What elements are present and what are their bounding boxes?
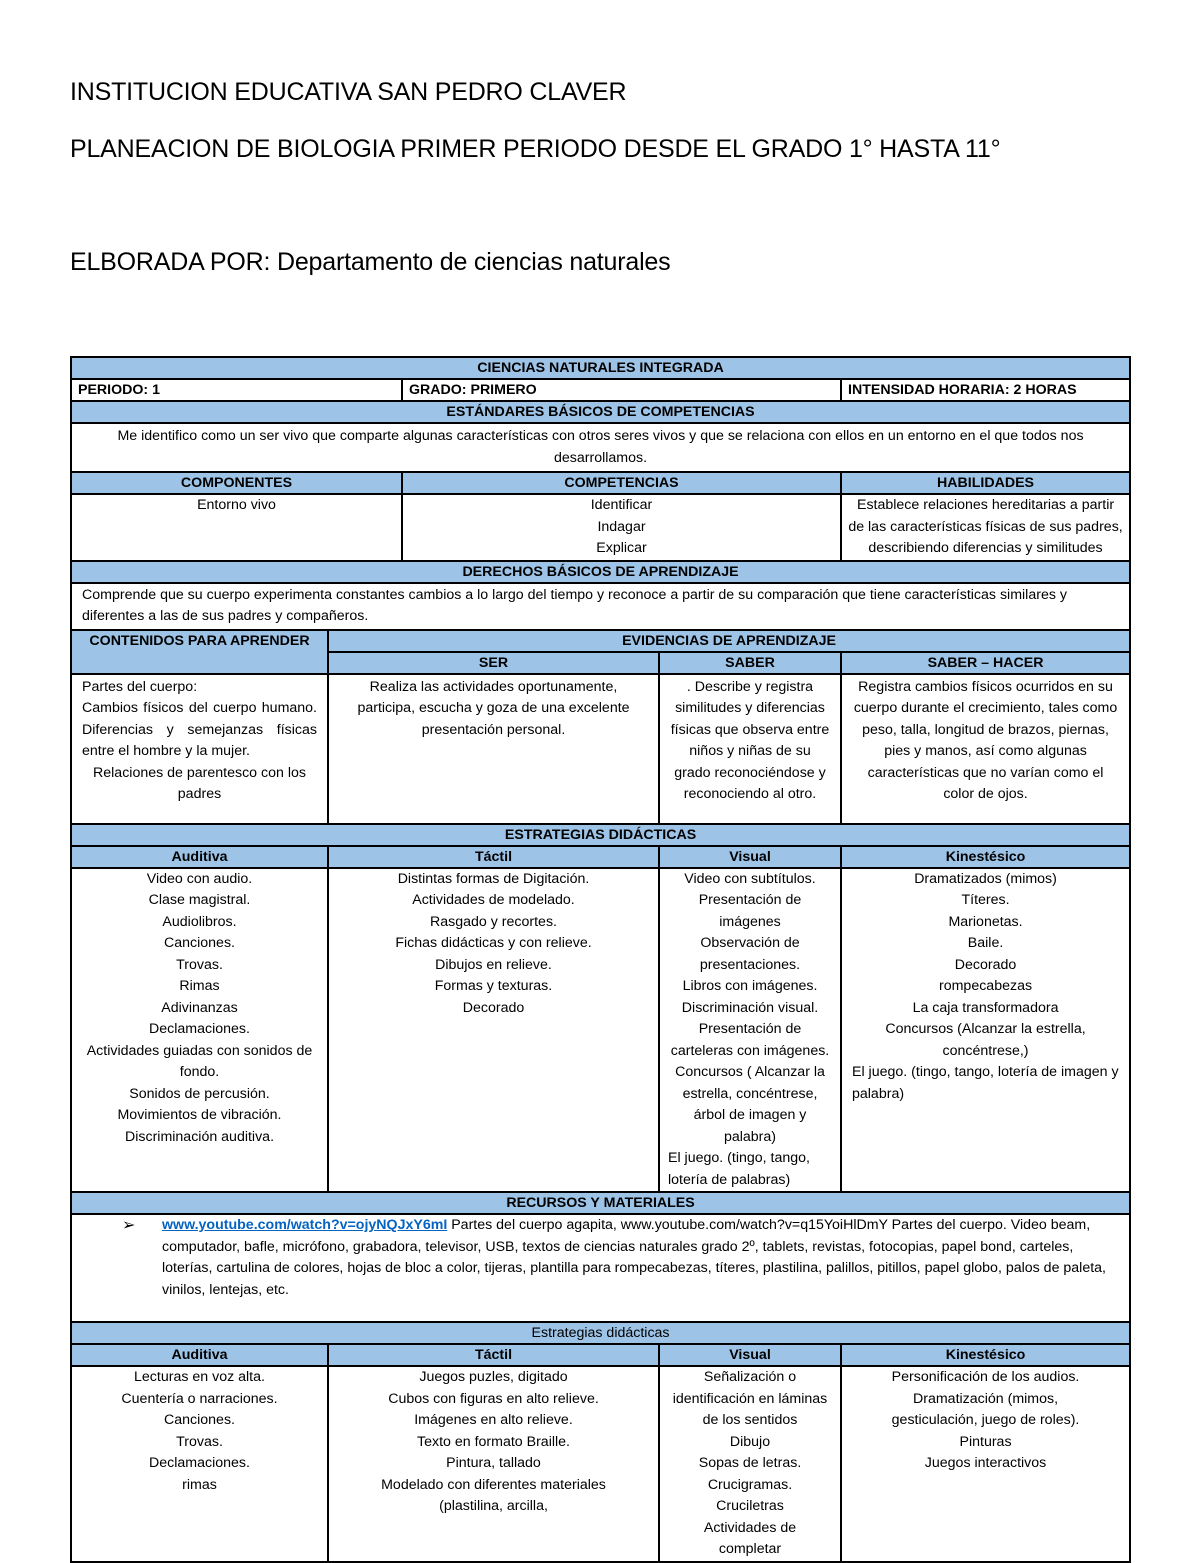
author-line: ELBORADA POR: Departamento de ciencias naturales	[70, 248, 671, 276]
competencia-item: Explicar	[596, 540, 647, 556]
recursos-cell	[71, 1214, 1130, 1322]
tactil2-item: Imágenes en alto relieve.	[414, 1412, 573, 1428]
contenido-item: Relaciones de parentesco con los padres	[93, 764, 306, 802]
kinestesico-item: La caja transformadora	[912, 999, 1059, 1016]
componentes-cell: Entorno vivo	[71, 494, 402, 561]
contenido-item: Partes del cuerpo:	[82, 678, 198, 695]
auditiva2-item: Canciones.	[164, 1412, 235, 1428]
contenido-item: Cambios físicos del cuerpo humano.	[82, 700, 317, 716]
recursos-text: Partes del cuerpo agapita, www.youtube.com/watch?v=q15YoiHlDmY Partes del cuerpo. Video beam, computador, bafle, micrófono, grabadora, televisor, USB, textos de ciencias naturales grado 2º, tablets, revistas, fotocopias, papel bond, carteles, loterías, cartulina de colores, hojas de bloc a color, tijeras, plantilla para rompecabezas, títeres, plastilina, palillos, pitillos, papel globo, palos de paleta, vinilos, lentejas, etc.	[162, 1217, 1107, 1298]
tactil-cell	[328, 868, 659, 1193]
visual2-item: Cruciletras	[716, 1498, 784, 1514]
auditiva-cell	[71, 868, 328, 1193]
kinestesico-item: Títeres.	[961, 892, 1010, 908]
tactil-item: Dibujos en relieve.	[435, 956, 552, 973]
auditiva-item: Discriminación auditiva.	[124, 1128, 275, 1145]
tactil-header: Táctil	[328, 846, 659, 868]
arrow-bullet-icon: ➢	[122, 1217, 136, 1234]
visual-header: Visual	[659, 846, 841, 868]
auditiva2-cell	[71, 1366, 328, 1562]
tactil-item: Rasgado y recortes.	[430, 913, 557, 930]
tactil2-item: Texto en formato Braille.	[417, 1433, 570, 1450]
tactil2-item: Modelado con diferentes materiales (plastilina, arcilla,	[381, 1476, 606, 1514]
auditiva-header: Auditiva	[71, 846, 328, 868]
ser-cell: Realiza las actividades oportunamente, participa, escucha y goza de una excelente presentación personal.	[328, 674, 659, 824]
kinestesico-cell	[841, 868, 1130, 1193]
visual-cell	[659, 868, 841, 1193]
auditiva-item: Sonidos de percusión.	[129, 1085, 270, 1102]
visual-item: Presentación de carteleras con imágenes.	[670, 1021, 830, 1059]
plan-title: PLANEACION DE BIOLOGIA PRIMER PERIODO DESDE EL GRADO 1° HASTA 11°	[70, 135, 1001, 163]
visual-item: Libros con imágenes.	[682, 978, 818, 994]
auditiva-item: Trovas.	[176, 956, 223, 973]
auditiva-item: Audiolibros.	[162, 913, 237, 930]
visual2-item: Señalización o identificación en láminas de los sentidos	[672, 1369, 828, 1428]
kinestesico2-header: Kinestésico	[841, 1344, 1130, 1366]
visual-item: El juego. (tingo, tango, lotería de palabras)	[668, 1150, 810, 1188]
contenidos-cell	[71, 674, 328, 824]
kinestesico-header: Kinestésico	[841, 846, 1130, 868]
visual2-item: Actividades de completar	[703, 1519, 797, 1557]
visual-item: Concursos ( Alcanzar la estrella, concéntrese, árbol de imagen y palabra)	[675, 1064, 825, 1145]
auditiva2-item: Declamaciones.	[149, 1455, 250, 1471]
estandares-header: ESTÁNDARES BÁSICOS DE COMPETENCIAS	[71, 401, 1130, 423]
estandares-text: Me identifico como un ser vivo que comparte algunas características con otros seres vivos y que se relaciona con ellos en un entorno en el que todos nos desarrollamos.	[71, 423, 1130, 472]
competencias-header: COMPETENCIAS	[402, 472, 841, 494]
visual-item: Observación de presentaciones.	[699, 935, 801, 973]
competencia-item: Identificar	[590, 497, 653, 513]
habilidades-cell: Establece relaciones hereditarias a partir de las características físicas de sus padres, describiendo diferencias y similitudes	[841, 494, 1130, 561]
competencias-cell	[402, 494, 841, 561]
tactil2-item: Juegos puzles, digitado	[419, 1369, 568, 1385]
saber-hacer-cell: Registra cambios físicos ocurridos en su cuerpo durante el crecimiento, tales como peso, talla, longitud de brazos, piernas, pies y manos, así como algunas características que no varían como el color de ojos.	[841, 674, 1130, 824]
kinestesico2-cell	[841, 1366, 1130, 1562]
auditiva-item: Actividades guiadas con sonidos de fondo.	[86, 1042, 313, 1080]
dba-text: Comprende que su cuerpo experimenta constantes cambios a lo largo del tiempo y reconoce a partir de su comparación que tiene características similares y diferentes a las de sus padres y compañeros.	[71, 583, 1130, 630]
visual2-item: Crucigramas.	[707, 1476, 793, 1493]
ser-header: SER	[328, 652, 659, 674]
visual2-item: Sopas de letras.	[698, 1455, 802, 1471]
tactil2-item: Pintura, tallado	[446, 1455, 541, 1471]
visual-item: Video con subtítulos.	[684, 870, 816, 887]
grado-cell: GRADO: PRIMERO	[402, 379, 841, 401]
auditiva-item: Declamaciones.	[149, 1021, 250, 1037]
tactil-item: Actividades de modelado.	[412, 892, 575, 908]
componentes-header: COMPONENTES	[71, 472, 402, 494]
tactil-item: Decorado	[462, 999, 525, 1016]
kinestesico2-item: Pinturas	[959, 1433, 1012, 1450]
contenidos-header: CONTENIDOS PARA APRENDER	[71, 630, 328, 674]
planning-table	[70, 356, 1131, 1563]
kinestesico-item: rompecabezas	[939, 978, 1033, 994]
auditiva-item: Video con audio.	[146, 870, 253, 887]
auditiva-item: Movimientos de vibración.	[117, 1107, 282, 1123]
tactil2-header: Táctil	[328, 1344, 659, 1366]
tactil-item: Distintas formas de Digitación.	[397, 870, 590, 887]
estrategias2-header: Estrategias didácticas	[71, 1322, 1130, 1344]
table-title: CIENCIAS NATURALES INTEGRADA	[71, 357, 1130, 379]
auditiva2-item: Lecturas en voz alta.	[134, 1369, 265, 1385]
kinestesico2-item: Personificación de los audios.	[891, 1369, 1080, 1385]
kinestesico2-item: Juegos interactivos	[924, 1455, 1047, 1471]
periodo-cell: PERIODO: 1	[71, 379, 402, 401]
estrategias-header: ESTRATEGIAS DIDÁCTICAS	[71, 824, 1130, 846]
saber-hacer-header: SABER – HACER	[841, 652, 1130, 674]
evidencias-header: EVIDENCIAS DE APRENDIZAJE	[328, 630, 1130, 652]
tactil-item: Formas y texturas.	[434, 978, 553, 994]
kinestesico-item: Dramatizados (mimos)	[914, 870, 1057, 887]
auditiva-item: Canciones.	[164, 935, 235, 951]
saber-header: SABER	[659, 652, 841, 674]
tactil2-cell	[328, 1366, 659, 1562]
saber-cell: . Describe y registra similitudes y diferencias físicas que observa entre niños y niñas de su grado reconociéndose y reconociendo al otro.	[659, 674, 841, 824]
kinestesico-item: El juego. (tingo, tango, lotería de imagen y palabra)	[852, 1064, 1119, 1102]
kinestesico-item: Decorado	[954, 956, 1017, 973]
competencia-item: Indagar	[597, 518, 646, 535]
visual-item: Discriminación visual.	[681, 999, 819, 1016]
institution-title: INSTITUCION EDUCATIVA SAN PEDRO CLAVER	[70, 78, 627, 106]
kinestesico-item: Baile.	[967, 935, 1004, 951]
youtube-link[interactable]: www.youtube.com/watch?v=ojyNQJxY6mI	[162, 1217, 448, 1233]
dba-header: DERECHOS BÁSICOS DE APRENDIZAJE	[71, 561, 1130, 583]
visual2-item: Dibujo	[729, 1433, 771, 1450]
auditiva-item: Adivinanzas	[161, 999, 238, 1016]
tactil-item: Fichas didácticas y con relieve.	[395, 935, 592, 951]
auditiva2-header: Auditiva	[71, 1344, 328, 1366]
kinestesico2-item: Dramatización (mimos, gesticulación, juego de roles).	[891, 1390, 1080, 1428]
auditiva-item: Clase magistral.	[148, 892, 251, 908]
visual2-cell	[659, 1366, 841, 1562]
visual-item: Presentación de imágenes	[698, 892, 802, 930]
kinestesico-item: Marionetas.	[948, 913, 1023, 930]
recursos-header: RECURSOS Y MATERIALES	[71, 1192, 1130, 1214]
habilidades-header: HABILIDADES	[841, 472, 1130, 494]
visual2-header: Visual	[659, 1344, 841, 1366]
auditiva2-item: Trovas.	[176, 1433, 223, 1450]
contenido-item: Diferencias y semejanzas físicas entre el hombre y la mujer.	[82, 721, 317, 759]
auditiva2-item: Cuentería o narraciones.	[121, 1390, 278, 1407]
tactil2-item: Cubos con figuras en alto relieve.	[388, 1390, 599, 1407]
kinestesico-item: Concursos (Alcanzar la estrella, concéntrese,)	[885, 1021, 1086, 1059]
auditiva-item: Rimas	[179, 978, 220, 994]
auditiva2-item: rimas	[182, 1476, 217, 1493]
intensidad-cell: INTENSIDAD HORARIA: 2 HORAS	[841, 379, 1130, 401]
